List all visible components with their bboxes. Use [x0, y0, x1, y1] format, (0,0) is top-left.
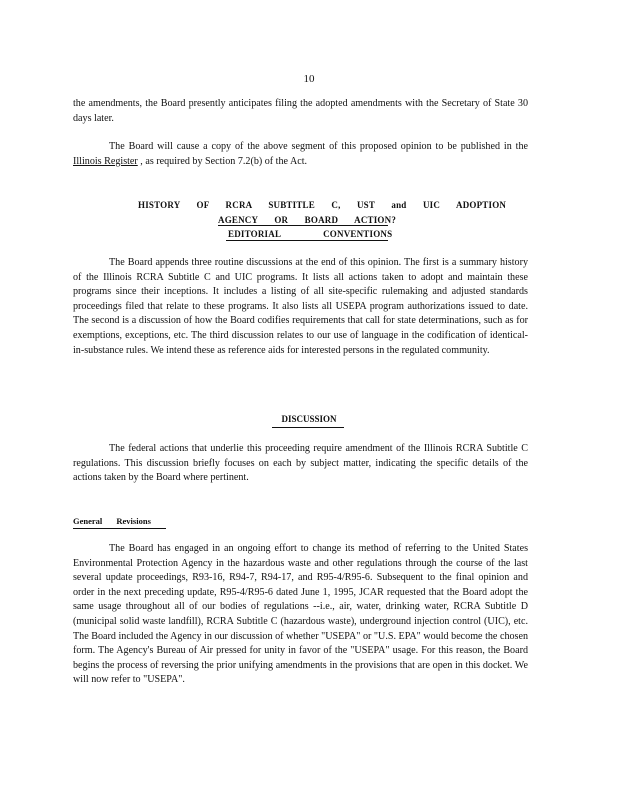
paragraph-appendices-text: The Board appends three routine discussions at the end of this opinion. The first is a summary history of the Illinois RCRA Subtitle C and UIC programs. It lists all actions taken to adopt and maintain these programs since their inceptions. It includes a listing of all site-specific rulemaking and adjusted standards proceedings filed that relate to these programs. It also lists all USEPA program authorizations issued to date. The second is a discussion of how the Board codifies requirements that call for state determinations, such as for exemptions, exceptions, etc. The third discussion relates to our use of language in the codification of identical-in-substance rules. We intend these as reference aids for interested persons in the regulated community.	[73, 257, 528, 356]
discussion-underline	[272, 427, 344, 428]
paragraph-federal-actions	[73, 442, 528, 486]
history-heading	[138, 198, 507, 242]
history-heading-line2: AGENCY OR BOARD ACTION?	[218, 214, 397, 225]
general-revisions-underline	[73, 528, 166, 529]
history-heading-line1: HISTORY OF RCRA SUBTITLE C, UST and UIC ADOPTION	[138, 200, 507, 210]
page-number: 10	[303, 73, 315, 85]
illinois-register-title: Illinois Register	[73, 155, 138, 167]
paragraph-usepa-usage	[73, 542, 528, 688]
paragraph-amendments-filing: the amendments, the Board presently anticipates filing the adopted amendments with the Secretary of State 30 days later.	[73, 98, 528, 124]
heading-underline-1	[218, 225, 388, 226]
paragraph-text-before: The Board will cause a copy of the above segment of this proposed opinion to be published in the	[109, 141, 528, 152]
paragraph-usepa-usage-text: The Board has engaged in an ongoing effort to change its method of referring to the United States Environmental Protection Agency in the hazardous waste and other regulations through the course of the last several update proceedings, R93-16, R94-7, R94-17, and R95-4/R95-6. Subsequent to the final opinion and order in the next preceding update, R95-4/R95-6 dated June 1, 1995, JCAR requested that the Board adopt the same usage throughout all of our bodies of regulations --i.e., air, water, drinking water, RCRA Subtitle D (municipal solid waste landfill), RCRA Subtitle C (hazardous waste), underground injection control (UIC), etc. The Board included the Agency in our discussion of whether "USEPA" or "U.S. EPA" would become the chosen form. The Agency's Bureau of Air pressed for unity in favor of the "USEPA" usage. For this reason, the Board begins the process of reversing the prior unifying amendments in the provisions that are open in this docket. We will now refer to "USEPA".	[73, 543, 528, 686]
history-heading-line3: EDITORIAL CONVENTIONS	[228, 229, 393, 239]
paragraph-text-after: , as required by Section 7.2(b) of the Act.	[137, 155, 308, 167]
discussion-heading: DISCUSSION	[281, 414, 337, 424]
paragraph-federal-actions-text: The federal actions that underlie this proceeding require amendment of the Illinois RCRA Subtitle C regulations. This discussion briefly focuses on each by subject matter, indicating the specific details of the actions taken by the Board where pertinent.	[73, 443, 528, 484]
general-revisions-heading: General Revisions	[73, 516, 151, 526]
paragraph-illinois-register	[73, 140, 528, 169]
heading-underline-2	[226, 240, 388, 241]
paragraph-appendices	[73, 256, 528, 358]
